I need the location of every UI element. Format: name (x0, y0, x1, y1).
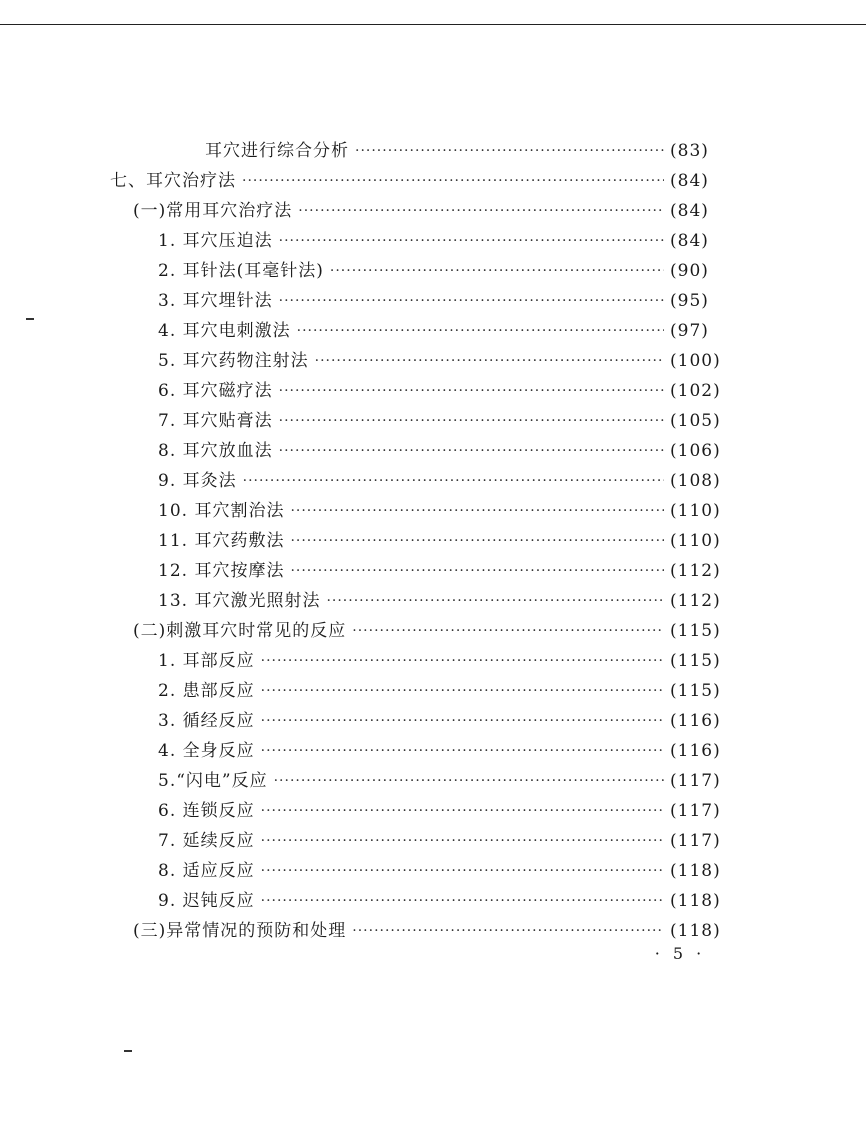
toc-entry-page: (90) (670, 261, 709, 281)
toc-leader-dots (274, 766, 664, 796)
toc-entry-page: (117) (670, 831, 721, 851)
toc-entry-label: 耳穴进行综合分析 (205, 141, 349, 161)
toc-leader-dots (261, 676, 664, 706)
toc-entry-page: (84) (670, 171, 709, 191)
toc-entry-label: 6. 耳穴磁疗法 (158, 381, 273, 401)
toc-leader-dots (326, 586, 664, 616)
page-number: · 5 · (654, 944, 706, 963)
scan-speck (26, 318, 34, 320)
toc-entry-label: 七、耳穴治疗法 (110, 171, 236, 191)
toc-leader-dots (261, 856, 664, 886)
toc-entry-label: 10. 耳穴割治法 (158, 501, 285, 521)
toc-entry-label: 2. 耳针法(耳毫针法) (158, 261, 324, 281)
toc-leader-dots (261, 886, 664, 916)
toc-leader-dots (315, 346, 664, 376)
toc-entry-label: 7. 延续反应 (158, 831, 255, 851)
toc-entry-label: 5. 耳穴药物注射法 (158, 351, 309, 371)
toc-leader-dots (297, 316, 664, 346)
toc-entry-page: (116) (670, 711, 721, 731)
toc-entry-page: (97) (670, 321, 709, 341)
toc-entry (158, 736, 730, 766)
toc-entry (158, 226, 730, 256)
toc-entry-page: (118) (670, 861, 721, 881)
toc-leader-dots (352, 616, 664, 646)
toc-entry (133, 616, 730, 646)
toc-entry-page: (83) (670, 141, 709, 161)
toc-entry-page: (115) (670, 621, 721, 641)
toc-leader-dots (279, 226, 664, 256)
scan-speck (124, 1050, 132, 1052)
toc-leader-dots (261, 796, 664, 826)
toc-entry-label: 4. 耳穴电刺激法 (158, 321, 291, 341)
toc-leader-dots (330, 256, 664, 286)
toc-entry-label: 9. 耳灸法 (158, 471, 237, 491)
toc-entry (158, 796, 730, 826)
toc-leader-dots (355, 136, 664, 166)
toc-entry-label: 3. 耳穴埋针法 (158, 291, 273, 311)
toc-leader-dots (290, 556, 664, 586)
toc-entry-label: 4. 全身反应 (158, 741, 255, 761)
toc-entry (158, 526, 730, 556)
toc-entry (158, 376, 730, 406)
toc-leader-dots (242, 166, 664, 196)
toc-entry-label: (二)刺激耳穴时常见的反应 (133, 621, 347, 641)
toc-entry-label: 8. 耳穴放血法 (158, 441, 273, 461)
toc-entry-page: (108) (670, 471, 721, 491)
toc-entry (158, 286, 730, 316)
toc-entry (158, 826, 730, 856)
toc-entry (158, 406, 730, 436)
toc-leader-dots (279, 406, 664, 436)
toc-leader-dots (352, 916, 664, 946)
toc-entry (158, 646, 730, 676)
toc-entry-label: 11. 耳穴药敷法 (158, 531, 285, 551)
toc-entry-label: 7. 耳穴贴膏法 (158, 411, 273, 431)
toc-entry-label: (一)常用耳穴治疗法 (133, 201, 293, 221)
toc-leader-dots (290, 496, 664, 526)
toc-leader-dots (279, 436, 664, 466)
toc-entry-page: (112) (670, 561, 721, 581)
toc-entry-label: (三)异常情况的预防和处理 (133, 921, 347, 941)
top-rule (0, 24, 866, 25)
toc-entry-label: 6. 连锁反应 (158, 801, 255, 821)
toc-entry (158, 586, 730, 616)
toc-entry (158, 676, 730, 706)
toc-entry-label: 5.“闪电”反应 (158, 771, 268, 791)
toc-leader-dots (279, 376, 664, 406)
toc-entry-page: (118) (670, 891, 721, 911)
toc-entry-label: 8. 适应反应 (158, 861, 255, 881)
toc-entry (158, 706, 730, 736)
toc-entry (158, 856, 730, 886)
toc-leader-dots (261, 706, 664, 736)
toc-entry-label: 13. 耳穴激光照射法 (158, 591, 321, 611)
toc-entry-page: (100) (670, 351, 721, 371)
toc-entry (158, 466, 730, 496)
toc-entry (133, 916, 730, 946)
toc-entry-page: (84) (670, 231, 709, 251)
toc-entry-label: 12. 耳穴按摩法 (158, 561, 285, 581)
toc-entry-page: (115) (670, 651, 721, 671)
toc-entry (158, 316, 730, 346)
toc-entry-page: (106) (670, 441, 721, 461)
toc-leader-dots (261, 736, 664, 766)
toc-leader-dots (261, 826, 664, 856)
toc-entry-page: (105) (670, 411, 721, 431)
toc-entry-label: 3. 循经反应 (158, 711, 255, 731)
toc-entry (205, 136, 730, 166)
toc-entry-label: 1. 耳部反应 (158, 651, 255, 671)
toc-entry-page: (112) (670, 591, 721, 611)
toc-entry (158, 556, 730, 586)
toc-leader-dots (243, 466, 664, 496)
toc-leader-dots (290, 526, 664, 556)
toc-entry (158, 886, 730, 916)
toc-entry-label: 2. 患部反应 (158, 681, 255, 701)
toc-entry-page: (84) (670, 201, 709, 221)
toc-entry (158, 436, 730, 466)
toc-entry (158, 346, 730, 376)
toc-leader-dots (298, 196, 664, 226)
toc-entry-label: 9. 迟钝反应 (158, 891, 255, 911)
toc-entry-page: (95) (670, 291, 709, 311)
toc-entry (158, 256, 730, 286)
toc-leader-dots (261, 646, 664, 676)
toc-entry-page: (110) (670, 531, 721, 551)
toc-entry-page: (115) (670, 681, 721, 701)
toc-entry (158, 496, 730, 526)
toc-entry-page: (118) (670, 921, 721, 941)
toc-entry (133, 196, 730, 226)
toc-entry-page: (117) (670, 771, 721, 791)
toc-entry-page: (116) (670, 741, 721, 761)
toc-entry-label: 1. 耳穴压迫法 (158, 231, 273, 251)
toc-leader-dots (279, 286, 664, 316)
toc-entry (158, 766, 730, 796)
toc-entry-page: (110) (670, 501, 721, 521)
toc-entry (110, 166, 730, 196)
toc-entry-page: (102) (670, 381, 721, 401)
toc-entry-page: (117) (670, 801, 721, 821)
